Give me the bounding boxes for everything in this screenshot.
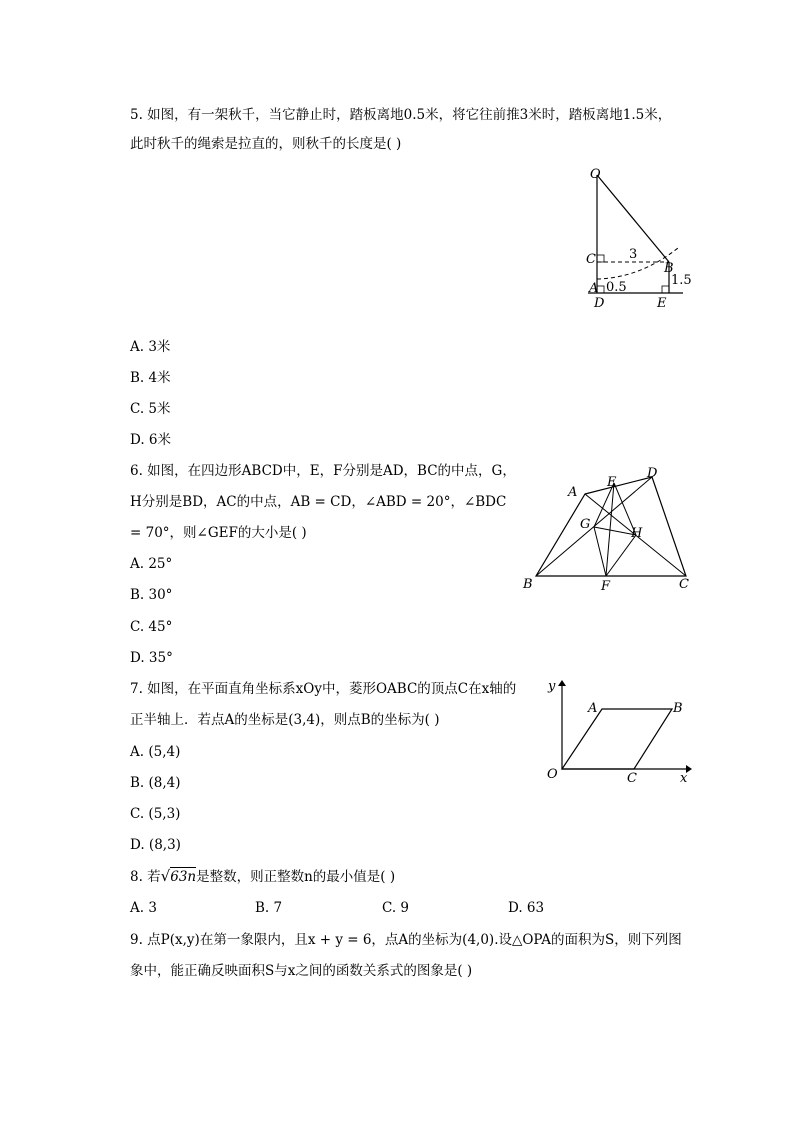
q7-label-a: A — [588, 701, 598, 716]
q5-length-be: 1.5 — [671, 273, 692, 288]
q5-right-angle-e — [662, 286, 669, 293]
q8-option-d: D. 63 — [508, 900, 545, 916]
q6-segment-gh — [594, 527, 636, 535]
q5-option-c: C. 5米 — [130, 401, 171, 417]
q7-label-x: x — [680, 771, 688, 786]
q6-label-e: E — [607, 475, 617, 490]
q8-option-b: B. 7 — [255, 900, 283, 916]
q5-line1: 5. 如图，有一架秋千，当它静止时，踏板离地0.5米，将它往前推3米时，踏板离地1.5米， — [130, 107, 672, 123]
q6-option-c: C. 45° — [130, 619, 173, 635]
q5-label-d: D — [594, 296, 605, 310]
q6-line3: = 70°，则∠GEF的大小是( ) — [130, 525, 307, 541]
q5-label-o: O — [590, 167, 601, 182]
q7-line2: 正半轴上．若点A的坐标是(3,4)，则点B的坐标为( ) — [130, 712, 440, 728]
q7-rhombus — [562, 709, 672, 769]
q8-radicand: 63n — [170, 869, 197, 885]
q7-label-b: B — [673, 701, 683, 716]
q5-length-ad: 0.5 — [606, 280, 627, 295]
q8-suffix: 是整数，则正整数n的最小值是( ) — [196, 869, 396, 885]
q9-line2: 象中，能正确反映面积S与x之间的函数关系式的图象是( ) — [130, 963, 473, 979]
q8-sqrt-sign: √ — [160, 867, 171, 885]
q7-label-c: C — [627, 771, 637, 786]
q8-stem — [130, 866, 395, 887]
q7-label-y: y — [548, 679, 556, 694]
q6-label-g: G — [580, 517, 591, 532]
q7-figure — [540, 676, 695, 788]
q8-prefix: 8. 若 — [130, 869, 161, 885]
q7-option-b: B. (8,4) — [130, 775, 181, 791]
q6-label-h: H — [631, 526, 643, 541]
q6-segment-hf — [606, 535, 636, 576]
q5-label-e: E — [657, 296, 667, 310]
q6-option-d: D. 35° — [130, 650, 173, 666]
q8-option-c: C. 9 — [382, 900, 410, 916]
q5-right-angle-c — [597, 255, 604, 262]
q5-figure — [580, 160, 700, 310]
q5-option-b: B. 4米 — [130, 370, 171, 386]
q5-label-c: C — [586, 252, 596, 267]
q7-option-d: D. (8,3) — [130, 837, 181, 853]
q7-option-c: C. (5,3) — [130, 806, 181, 822]
q5-length-cb: 3 — [629, 247, 638, 262]
q6-label-f: F — [601, 579, 611, 594]
q9-line1: 9. 点P(x,y)在第一象限内，且x + y = 6，点A的坐标为(4,0).设△OPA的面积为S，则下列图 — [130, 932, 682, 948]
q5-label-b: B — [664, 261, 674, 276]
q6-option-b: B. 30° — [130, 587, 173, 603]
q6-quadrilateral — [536, 477, 686, 576]
q6-segment-gf — [594, 527, 606, 576]
q7-label-o: O — [547, 767, 558, 782]
q6-label-c: C — [679, 577, 689, 592]
q6-label-b: B — [523, 577, 533, 592]
q6-figure — [518, 462, 698, 597]
q7-y-arrow — [558, 680, 566, 686]
q5-option-d: D. 6米 — [130, 432, 172, 448]
q7-line1: 7. 如图，在平面直角坐标系xOy中，菱形OABC的顶点C在x轴的 — [130, 681, 517, 697]
q5-line2: 此时秋千的绳索是拉直的，则秋千的长度是( ) — [130, 136, 402, 152]
q6-label-a: A — [568, 485, 578, 500]
q6-option-a: A. 25° — [130, 556, 173, 572]
q5-label-a: A — [589, 281, 599, 296]
q6-line1: 6. 如图，在四边形ABCD中，E，F分别是AD，BC的中点，G， — [130, 463, 516, 479]
q6-line2: H分别是BD，AC的中点，AB = CD，∠ABD = 20°，∠BDC — [130, 494, 507, 510]
q8-option-a: A. 3 — [130, 900, 157, 916]
q7-option-a: A. (5,4) — [130, 744, 181, 760]
q5-option-a: A. 3米 — [130, 339, 171, 355]
q6-label-d: D — [647, 466, 658, 481]
